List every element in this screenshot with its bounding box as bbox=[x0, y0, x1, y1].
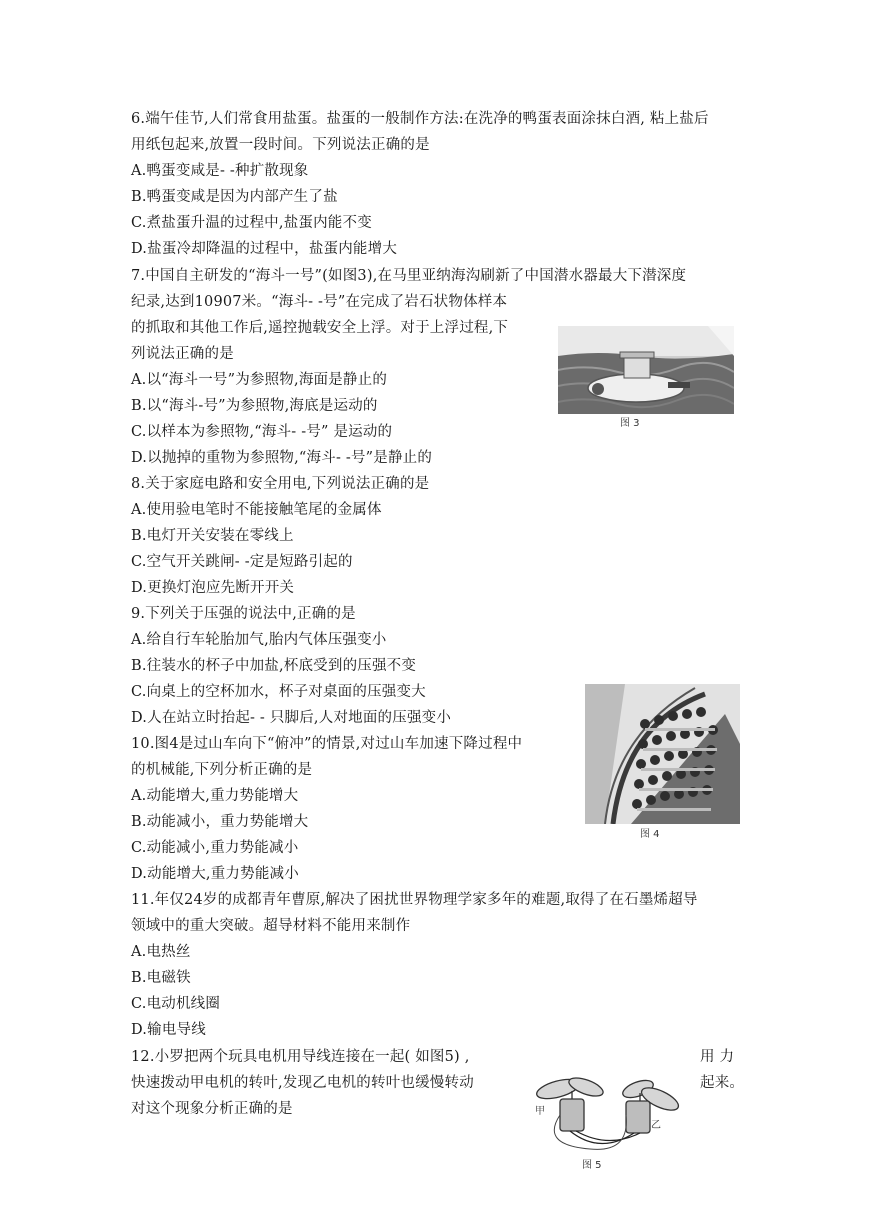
q11-option-d: D.输电导线 bbox=[131, 1022, 206, 1038]
q8-stem: 8.关于家庭电路和安全用电,下列说法正确的是 bbox=[131, 476, 430, 492]
q12-stem-line2-left: 快速拨动甲电机的转叶,发现乙电机的转叶也缓慢转动 bbox=[131, 1075, 474, 1091]
label-motor-jia: 甲 bbox=[535, 1106, 545, 1117]
q7-stem-line1: 7.中国自主研发的“海斗一号”(如图3),在马里亚纳海沟刷新了中国潜水器最大下潜深度 bbox=[131, 268, 687, 284]
figure4-caption: 图 4 bbox=[640, 829, 660, 840]
q8-option-b: B.电灯开关安装在零线上 bbox=[131, 528, 294, 544]
two-motors-figure bbox=[530, 1075, 695, 1157]
q7-option-d: D.以抛掉的重物为参照物,“海斗- -号”是静止的 bbox=[131, 450, 433, 466]
q7-option-b: B.以“海斗-号”为参照物,海底是运动的 bbox=[131, 398, 378, 414]
q6-option-b: B.鸭蛋变咸是因为内部产生了盐 bbox=[131, 189, 338, 205]
q9-option-b: B.往装水的杯子中加盐,杯底受到的压强不变 bbox=[131, 658, 417, 674]
q6-stem-line2: 用纸包起来,放置一段时间。下列说法正确的是 bbox=[131, 137, 430, 153]
submersible-photo bbox=[558, 326, 734, 414]
q7-stem-line4: 列说法正确的是 bbox=[131, 346, 234, 362]
q7-stem-line3: 的抓取和其他工作后,遥控抛载安全上浮。对于上浮过程,下 bbox=[131, 320, 509, 336]
q11-option-a: A.电热丝 bbox=[131, 944, 191, 960]
q10-option-c: C.动能减小,重力势能减小 bbox=[131, 840, 299, 856]
q12-stem-line1-left: 12.小罗把两个玩具电机用导线连接在一起( 如图5) , bbox=[131, 1049, 470, 1065]
q10-option-a: A.动能增大,重力势能增大 bbox=[131, 788, 299, 804]
figure5-caption: 图 5 bbox=[582, 1160, 602, 1171]
q8-option-c: C.空气开关跳闸- -定是短路引起的 bbox=[131, 554, 353, 570]
label-motor-yi: 乙 bbox=[651, 1120, 661, 1131]
q6-stem-line1: 6.端午佳节,人们常食用盐蛋。盐蛋的一般制作方法:在洗净的鸭蛋表面涂抹白酒, 粘上盐后 bbox=[131, 111, 709, 127]
q12-stem-line2-right: 起来。 bbox=[700, 1075, 745, 1091]
q10-option-d: D.动能增大,重力势能减小 bbox=[131, 866, 299, 882]
q9-option-c: C.向桌上的空杯加水，杯子对桌面的压强变大 bbox=[131, 684, 426, 700]
q12-stem-line3: 对这个现象分析正确的是 bbox=[131, 1101, 293, 1117]
q8-option-a: A.使用验电笔时不能接触笔尾的金属体 bbox=[131, 502, 382, 518]
q9-stem: 9.下列关于压强的说法中,正确的是 bbox=[131, 606, 356, 622]
q7-stem-line2: 纪录,达到10907米。“海斗- -号”在完成了岩石状物体样本 bbox=[131, 294, 508, 310]
q11-stem-line2: 领域中的重大突破。超导材料不能用来制作 bbox=[131, 918, 411, 934]
q10-stem-line1: 10.图4是过山车向下“俯冲”的情景,对过山车加速下降过程中 bbox=[131, 736, 523, 752]
q7-option-c: C.以样本为参照物,“海斗- -号” 是运动的 bbox=[131, 424, 393, 440]
q6-option-a: A.鸭蛋变咸是- -种扩散现象 bbox=[131, 163, 309, 179]
q11-option-b: B.电磁铁 bbox=[131, 970, 191, 986]
q10-option-b: B.动能减小，重力势能增大 bbox=[131, 814, 309, 830]
q7-option-a: A.以“海斗一号”为参照物,海面是静止的 bbox=[131, 372, 388, 388]
q9-option-a: A.给自行车轮胎加气,胎内气体压强变小 bbox=[131, 632, 387, 648]
q6-option-c: C.煮盐蛋升温的过程中,盐蛋内能不变 bbox=[131, 215, 372, 231]
figure3-caption: 图 3 bbox=[620, 418, 640, 429]
roller-coaster-photo bbox=[585, 684, 740, 824]
q10-stem-line2: 的机械能,下列分析正确的是 bbox=[131, 762, 313, 778]
q6-option-d: D.盐蛋冷却降温的过程中，盐蛋内能增大 bbox=[131, 241, 398, 257]
q11-stem-line1: 11.年仅24岁的成都青年曹原,解决了困扰世界物理学家多年的难题,取得了在石墨烯超导 bbox=[131, 892, 698, 908]
q9-option-d: D.人在站立时抬起- - 只脚后,人对地面的压强变小 bbox=[131, 710, 452, 726]
q8-option-d: D.更换灯泡应先断开开关 bbox=[131, 580, 295, 596]
q11-option-c: C.电动机线圈 bbox=[131, 996, 221, 1012]
q12-stem-line1-right: 用 力 bbox=[700, 1049, 735, 1065]
